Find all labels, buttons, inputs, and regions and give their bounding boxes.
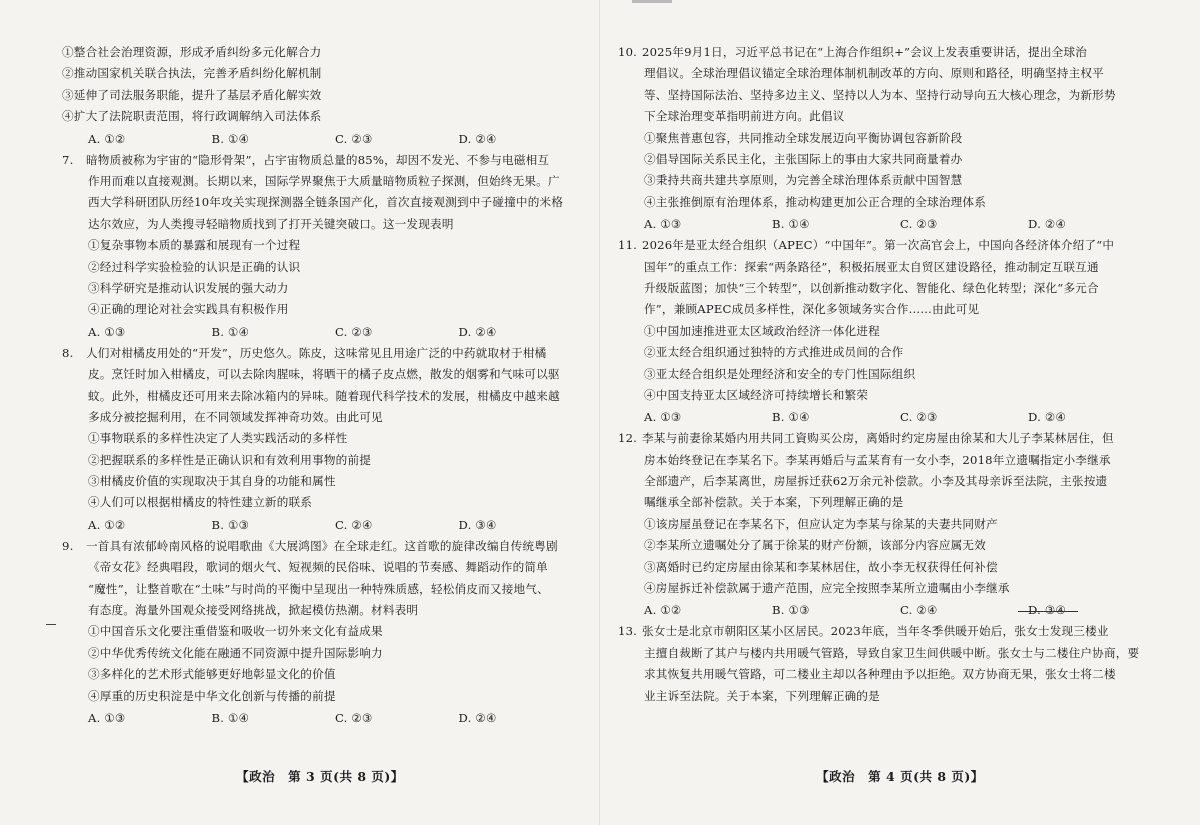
q10-choices — [618, 213, 1178, 235]
question-9 — [62, 536, 582, 729]
q10-option-4: ④主张推倒原有治理体系，推动构建更加公正合理的全球治理体系 — [644, 194, 987, 209]
q8-choices — [62, 514, 582, 536]
question-11 — [618, 235, 1178, 428]
q7-choice-c: C. ②③ — [335, 324, 373, 339]
q11-stem-line-1: 11. 2026年是亚太经合组织（APEC）“中国年”。第一次高官会上，中国向各经济体介绍了“中 — [618, 235, 1178, 256]
exam-page-4 — [600, 0, 1200, 825]
q8-stem-line-1: 8. 人们对柑橘皮用处的“开发”，历史悠久。陈皮，这味常见且用途广泛的中药就取材于柑橘 — [62, 343, 582, 364]
q8-option-3: ③柑橘皮价值的实现取决于其自身的功能和属性 — [88, 474, 336, 489]
q10-stem-line-4: 下全球治理变革指明前进方向。此倡议 — [644, 109, 845, 124]
q11-choice-d: D. ②④ — [1028, 410, 1067, 425]
q7-option-1: ①复杂事物本质的暴露和展现有一个过程 — [88, 238, 301, 253]
q10-number: 10. — [618, 45, 638, 59]
question-7 — [62, 150, 582, 343]
q11-choice-a: A. ①③ — [644, 410, 682, 425]
q11-choice-b: B. ①④ — [772, 410, 810, 425]
q6-option-3: ③延伸了司法服务职能，提升了基层矛盾化解实效 — [62, 87, 322, 102]
question-13 — [618, 621, 1178, 707]
q9-choice-c: C. ②③ — [335, 710, 373, 725]
q6-option-2: ②推动国家机关联合执法，完善矛盾纠纷化解机制 — [62, 66, 322, 81]
q8-choice-d: D. ③④ — [458, 517, 497, 532]
q7-option-4: ④正确的理论对社会实践具有积极作用 — [88, 302, 289, 317]
q9-option-1: ①中国音乐文化要注重借鉴和吸收一切外来文化有益成果 — [88, 624, 383, 639]
q10-option-1: ①聚焦普惠包容，共同推动全球发展迈向平衡协调包容新阶段 — [644, 130, 963, 145]
question-8 — [62, 343, 582, 536]
q6-choice-b: B. ①④ — [211, 131, 250, 146]
q9-stem-line-2: 《帝女花》经典唱段，歌词的烟火气、短视频的民俗味、说唱的节奏感、舞蹈动作的简单 — [88, 560, 548, 575]
q8-stem-line-2: 皮。烹饪时加入柑橘皮，可以去除肉腥味，将晒干的橘子皮点燃，散发的烟雾和气味可以驱 — [88, 367, 560, 382]
q7-option-3: ③科学研究是推动认识发展的强大动力 — [88, 280, 289, 295]
q11-choices — [618, 406, 1178, 428]
q12-option-3: ③离婚时已约定房屋由徐某和李某林居住，故小李无权获得任何补偿 — [644, 559, 998, 574]
page-3-footer: 【政治 第 3 页(共 8 页)】 — [236, 768, 404, 784]
q9-choice-d: D. ②④ — [458, 710, 497, 725]
q8-number: 8. — [62, 345, 74, 360]
q11-stem-line-4: 作”，兼顾APEC成员多样性，深化多领域务实合作……由此可见 — [644, 302, 980, 317]
q11-option-3: ③亚太经合组织是处理经济和安全的专门性国际组织 — [644, 366, 916, 381]
q13-stem-line-2: 主擅自裁断了其户与楼内共用暖气管路，导致自家卫生间供暖中断。张女士与二楼住户协商，要 — [644, 645, 1140, 660]
q9-option-4: ④厚重的历史积淀是中华文化创新与传播的前提 — [88, 688, 336, 703]
q7-option-2: ②经过科学实验检验的认识是正确的认识 — [88, 259, 301, 274]
q12-choice-b: B. ①③ — [772, 603, 810, 618]
q10-choice-b: B. ①④ — [772, 217, 810, 232]
page-4-footer: 【政治 第 4 页(共 8 页)】 — [816, 768, 984, 784]
q12-choice-c: C. ②④ — [900, 603, 938, 618]
q10-option-2: ②倡导国际关系民主化，主张国际上的事由大家共同商量着办 — [644, 151, 963, 166]
q13-number: 13. — [618, 624, 638, 639]
q8-option-2: ②把握联系的多样性是正确认识和有效利用事物的前提 — [88, 452, 372, 467]
q12-stem-line-1: 12. 李某与前妻徐某婚内用共同工資购买公房，离婚时约定房屋由徐某和大儿子李某林居住，但 — [618, 428, 1178, 449]
q11-option-2: ②亚太经合组织通过独特的方式推进成员间的合作 — [644, 345, 904, 360]
q12-choice-d: D. ③④ — [1028, 603, 1067, 618]
q9-choice-b: B. ①④ — [211, 710, 250, 725]
q10-choice-c: C. ②③ — [900, 217, 938, 232]
question-6-options — [62, 42, 582, 128]
q8-option-4: ④人们可以根据柑橘皮的特性建立新的联系 — [88, 495, 313, 510]
q8-choice-b: B. ①③ — [211, 517, 250, 532]
q7-choice-b: B. ①④ — [211, 324, 250, 339]
q6-choice-c: C. ②③ — [335, 131, 373, 146]
q11-stem-line-3: 升级版蓝图；加快“三个转型”，以创新推动数字化、智能化、绿色化转型；深化“多元合 — [644, 280, 1099, 295]
q9-stem-line-3: “魔性”，让整首歌在“土味”与时尚的平衡中呈现出一种特殊质感，轻松俏皮而又接地气、 — [88, 581, 549, 596]
q10-choice-a: A. ①③ — [644, 217, 682, 232]
q12-choice-a: A. ①② — [644, 603, 682, 618]
q11-choice-c: C. ②③ — [900, 410, 938, 425]
q6-choice-a: A. ①② — [88, 131, 126, 146]
scan-mark — [46, 624, 56, 625]
q11-option-1: ①中国加速推进亚太区域政治经济一体化进程 — [644, 323, 880, 338]
q12-choices — [618, 599, 1178, 621]
q7-stem-line-2: 作用而难以直接观测。长期以来，国际学界聚焦于大质量暗物质粒子探测，但始终无果。广 — [88, 173, 560, 188]
q12-option-2: ②李某所立遗嘱处分了属于徐某的财产份额，该部分内容应属无效 — [644, 538, 987, 553]
q10-stem-line-2: 理倡议。全球治理倡议锚定全球治理体制机制改革的方向、原则和路径，明确坚持主权平 — [644, 66, 1104, 81]
q9-choice-a: A. ①③ — [88, 710, 126, 725]
q11-stem-line-2: 国年”的重点工作：探索“两条路径”，积极拓展亚太自贸区建设路径，推动制定互联互通 — [644, 259, 1099, 274]
q6-choices — [62, 128, 582, 150]
q12-stem-line-2: 房本始终登记在李某名下。李某再婚后与孟某育有一女小李，2018年立遗嘱指定小李继承 — [644, 452, 1111, 467]
q12-option-4: ④房屋拆迁补偿款属于遗产范围，应完全按照李某所立遗嘱由小李继承 — [644, 581, 1010, 596]
q9-number: 9. — [62, 538, 74, 553]
q11-option-4: ④中国支持亚太区域经济可持续增长和繁荣 — [644, 387, 869, 402]
q10-option-3: ③秉持共商共建共享原则，为完善全球治理体系贡献中国智慧 — [644, 173, 963, 188]
question-12 — [618, 428, 1178, 621]
q7-stem-line-4: 达尔效应，为人类搜寻轻暗物质找到了打开关键突破口。这一发现表明 — [88, 216, 454, 231]
pen-scratch-line — [1018, 611, 1078, 612]
q7-choices — [62, 321, 582, 343]
q9-choices — [62, 707, 582, 729]
q9-option-3: ③多样化的艺术形式能够更好地彰显文化的价值 — [88, 667, 336, 682]
q7-stem-line-1: 7. 暗物质被称为宇宙的“隐形骨架”，占宇宙物质总量的85%，却因不发光、不参与电磁相互 — [62, 150, 582, 171]
q13-stem-line-3: 求其恢复共用暖气管路，可二楼业主却以各种理由予以拒绝。双方协商无果，张女士将二楼 — [644, 667, 1116, 682]
q8-option-1: ①事物联系的多样性决定了人类实践活动的多样性 — [88, 431, 348, 446]
q12-option-1: ①该房屋虽登记在李某名下，但应认定为李某与徐某的夫妻共同财产 — [644, 516, 998, 531]
q13-stem-line-4: 业主诉至法院。关于本案，下列理解正确的是 — [644, 688, 880, 703]
q13-stem-line-1: 13. 张女士是北京市朝阳区某小区居民。2023年底，当年冬季供暖开始后，张女士发现三楼业 — [618, 621, 1178, 642]
q12-stem-line-3: 全部遗产，后李某离世，房屋拆迁获62万余元补偿款。小李及其母亲诉至法院，主张按遗 — [644, 474, 1108, 489]
q6-option-1: ①整合社会治理资源，形成矛盾纠纷多元化解合力 — [62, 45, 322, 59]
q12-number: 12. — [618, 431, 638, 446]
q9-stem-line-4: 有态度。海量外国观众接受网络挑战，掀起模仿热潮。材料表明 — [88, 603, 419, 618]
q8-choice-a: A. ①② — [88, 517, 126, 532]
q8-stem-line-3: 蚊。此外，柑橘皮还可用来去除冰箱内的异味。随着现代科学技术的发展，柑橘皮中越来越 — [88, 388, 560, 403]
q10-stem-line-3: 等、坚持国际法治、坚持多边主义、坚持以人为本、坚持行动导向五大核心理念，为新形势 — [644, 87, 1116, 102]
q7-stem-line-3: 西大学科研团队历经10年攻关实现探测器全链条国产化，首次直接观测到中子碰撞中的米格 — [88, 195, 564, 210]
q7-choice-d: D. ②④ — [458, 324, 497, 339]
q10-stem-line-1: 10. 2025年9月1日，习近平总书记在“上海合作组织+”会议上发表重要讲话，提出全球治 — [618, 42, 1178, 63]
q6-choice-d: D. ②④ — [458, 131, 497, 146]
q11-number: 11. — [618, 238, 638, 253]
q9-option-2: ②中华优秀传统文化能在融通不同资源中提升国际影响力 — [88, 645, 383, 660]
q12-stem-line-4: 嘱继承全部补偿款。关于本案，下列理解正确的是 — [644, 495, 904, 510]
q6-option-4: ④扩大了法院职责范围，将行政调解纳入司法体系 — [62, 109, 322, 124]
q7-choice-a: A. ①③ — [88, 324, 126, 339]
q8-stem-line-4: 多成分被挖掘利用，在不同领域发挥神奇功效。由此可见 — [88, 409, 383, 424]
question-10 — [618, 42, 1178, 235]
q7-number: 7. — [62, 152, 74, 167]
q9-stem-line-1: 9. 一首具有浓郁岭南风格的说唱歌曲《大展鸿图》在全球走红。这首歌的旋律改编自传统粤剧 — [62, 536, 582, 557]
q10-choice-d: D. ②④ — [1028, 217, 1067, 232]
q8-choice-c: C. ②④ — [335, 517, 373, 532]
